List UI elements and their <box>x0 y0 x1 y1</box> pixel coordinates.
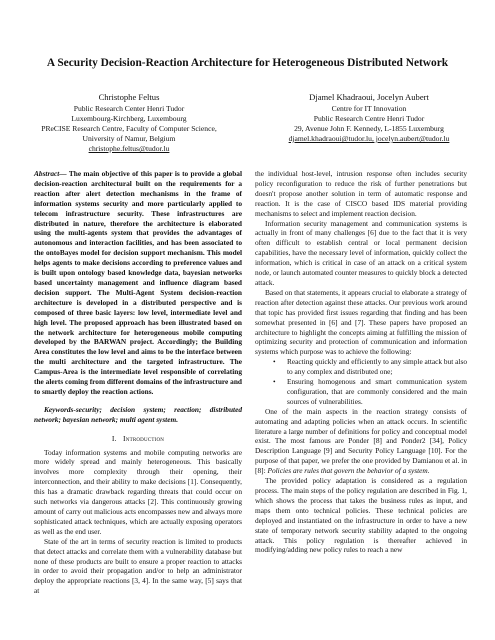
paragraph: Based on that statements, it appears crucial to elaborate a strategy of reaction after detection against these attacks. Our previous work around that topic has provided first issues regarding that finding and has been somewhat presented in [6] and [7]. These papers have proposed an architecture to highlight the concepts aiming at fulfilling the mission of optimizing security and protection of communication and information systems which purpose was to achieve the following: <box>255 287 467 357</box>
affiliation-line: Public Research Center Henri Tudor <box>73 104 185 113</box>
paper-title: A Security Decision-Reaction Architecture for Heterogeneous Distributed Network <box>46 57 449 69</box>
author-email-link[interactable]: christophe.feltus@tudor.lu <box>88 144 170 153</box>
bullet-item: • Ensuring homogenous and smart communication system configuration, that are commonly considered and the main sources of vulnerabilities. <box>287 377 467 407</box>
author-name: Christophe Feltus <box>98 92 160 102</box>
paragraph-text: One of the main aspects in the reaction strategy consists of automating and adapting policies when an attack occurs. In scientific literature a large number of definitions for policy and conceptual model exist. The most famous are Ponder [8] and Ponder2 [34], Policy Description Language [9] and Security Policy Language [10]. For the purpose of that paper, we prefer the one provided by Damianou et al. in [8]: <box>255 406 467 476</box>
affiliation-line: 29, Avenue John F. Kennedy, L-1855 Luxemburg <box>294 124 444 133</box>
paragraph: Today information systems and mobile computing networks are more widely spread and mainly heterogeneous. This basically involves more complexity through their opening, their interconnection, and their ability to make decisions [1]. Consequently, this has a dramatic drawback regarding threats that could occur on such networks via dangerous attacks [2]. This continuously growing amount of carry out malicious acts encompasses new and always more sophisticated attack techniques, which are actually exposing operators as well as the end user. <box>34 447 242 536</box>
section-heading <box>34 434 242 444</box>
abstract-text: The main objective of this paper is to provide a global decision-reaction architectural built on the requirements for a reaction after alert detection mechanisms in the frame of information systems security and more particularly applied to telecom infrastructure security. These infrastructures are distributed in nature, therefore the architecture is elaborated using the multi-agents system that provides the advantages of autonomous and interaction facilities, and has been associated to the ontoBayes model for decision support mechanism. This model helps agents to make decisions according to preference values and is built upon ontology based knowledge data, bayesian networks based uncertainty management and influence diagram based decision support. The Multi-Agent System decision-reaction architecture is developed in a distributed perspective and is composed of three basic layers: low level, intermediate level and high level. The proposed approach has been illustrated based on the network architecture for heterogeneous mobile computing developed by the BARWAN project. Accordingly; the Building Area constitutes the low level and aims to be the interface between the multi architecture and the targeted infrastructure. The Campus-Area is the intermediate level responsible of correlating the alerts coming from different domains of the infrastructure and to smartly deploy the reaction actions. <box>34 169 242 396</box>
abstract <box>34 169 242 397</box>
section-title: Introduction <box>123 433 165 443</box>
affiliation-line: Luxembourg-Kirchberg, Luxembourg <box>71 114 187 123</box>
author-block-left <box>24 92 234 154</box>
paragraph <box>255 407 467 476</box>
affiliation-line: PReCISE Research Centre, Faculty of Computer Science, <box>41 124 217 133</box>
bullet-list <box>255 357 467 407</box>
abstract-lead: Abstract— <box>34 169 67 178</box>
section-number: I. <box>111 433 117 443</box>
author-block-right <box>258 92 480 144</box>
keywords: Keywords-security; decision system; reaction; distributed network; bayesian network; multi agent system. <box>34 404 242 424</box>
affiliation-line: University of Namur, Belgium <box>82 134 176 143</box>
paragraph: Information security management and communication systems is actually in front of many challenges [6] due to the fact that it is very often difficult to establish central or local permanent decision capabilities, have the necessary level of information, quickly collect the information, which is critical in case of an attack on a critical system node, or launch automated counter measures to quickly block a detected attack. <box>255 218 467 287</box>
author-email-link[interactable]: djamel.khadraoui@tudor.lu, jocelyn.aubert@tudor.lu <box>288 134 450 143</box>
paragraph: the individual host-level, intrusion response often includes security policy reconfiguration to reduce the risk of further penetrations but doesn't propose another solution in term of automatic response and reaction. It is the case of CISCO based IDS material providing mechanisms to select and implement reaction decision. <box>255 169 467 218</box>
paragraph: The provided policy adaptation is considered as a regulation process. The main steps of the policy regulation are described in Fig. 1, which shows the process that takes the business rules as input, and maps them onto technical policies. These technical policies are deployed and instantiated on the infrastructure in order to have a new state of temporary network security stability adapted to the ongoing attack. This policy regulation is thereafter achieved in modifying/adding new policy rules to reach a new <box>255 476 467 555</box>
affiliation-line: Centre for IT Innovation <box>331 104 407 113</box>
bullet-item: • Reacting quickly and efficiently to any simple attack but also to any complex and distributed one; <box>287 357 467 377</box>
affiliation-line: Public Research Centre Henri Tudor <box>313 114 425 123</box>
author-name: Djamel Khadraoui, Jocelyn Aubert <box>309 92 429 102</box>
paragraph: State of the art in terms of security reaction is limited to products that detect attacks and correlate them with a vulnerability database but none of these products are built to ensure a proper reaction to attacks in order to avoid their propagation and/or to help an administrator deploy the appropriate reactions [3, 4]. In the same way, [5] says that at <box>34 536 242 596</box>
policy-definition: Policies are rules that govern the behavior of a system. <box>267 466 430 476</box>
left-column <box>34 169 242 596</box>
right-column <box>255 169 467 555</box>
